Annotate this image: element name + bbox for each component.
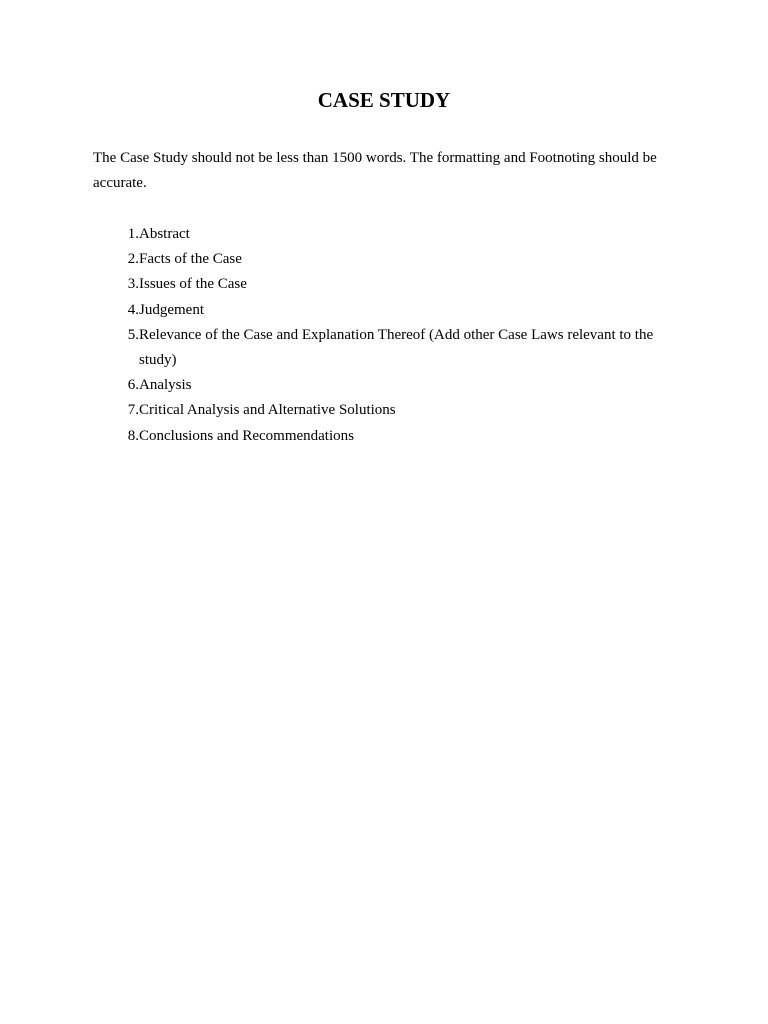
list-item xyxy=(93,373,683,398)
requirements-list xyxy=(93,222,683,449)
list-item xyxy=(93,323,683,373)
list-item-number: 5. xyxy=(127,326,139,343)
list-item xyxy=(93,398,683,423)
list-item-number: 3. xyxy=(127,276,139,293)
list-item-text: Conclusions and Recommendations xyxy=(139,427,354,444)
list-item-text: Facts of the Case xyxy=(139,251,242,268)
list-item-number: 8. xyxy=(127,427,139,444)
list-item xyxy=(93,222,683,247)
list-item xyxy=(93,298,683,323)
list-item xyxy=(93,272,683,297)
intro-paragraph: The Case Study should not be less than 1500 words. The formatting and Footnoting should be accurate. xyxy=(93,150,657,191)
page-title: CASE STUDY xyxy=(317,88,451,112)
list-item-text: Relevance of the Case and Explanation Thereof (Add other Case Laws relevant to the study) xyxy=(139,326,654,369)
list-item xyxy=(93,247,683,272)
list-item xyxy=(93,424,683,449)
list-item-text: Issues of the Case xyxy=(139,276,247,293)
list-item-text: Abstract xyxy=(139,226,190,242)
list-item-text: Critical Analysis and Alternative Solutions xyxy=(139,402,396,419)
list-item-number: 4. xyxy=(127,301,139,318)
list-item-number: 1. xyxy=(127,226,139,242)
list-item-text: Judgement xyxy=(139,301,204,318)
list-item-text: Analysis xyxy=(139,377,192,394)
list-item-number: 6. xyxy=(127,377,139,394)
list-item-number: 7. xyxy=(127,402,139,419)
list-item-number: 2. xyxy=(127,251,139,268)
